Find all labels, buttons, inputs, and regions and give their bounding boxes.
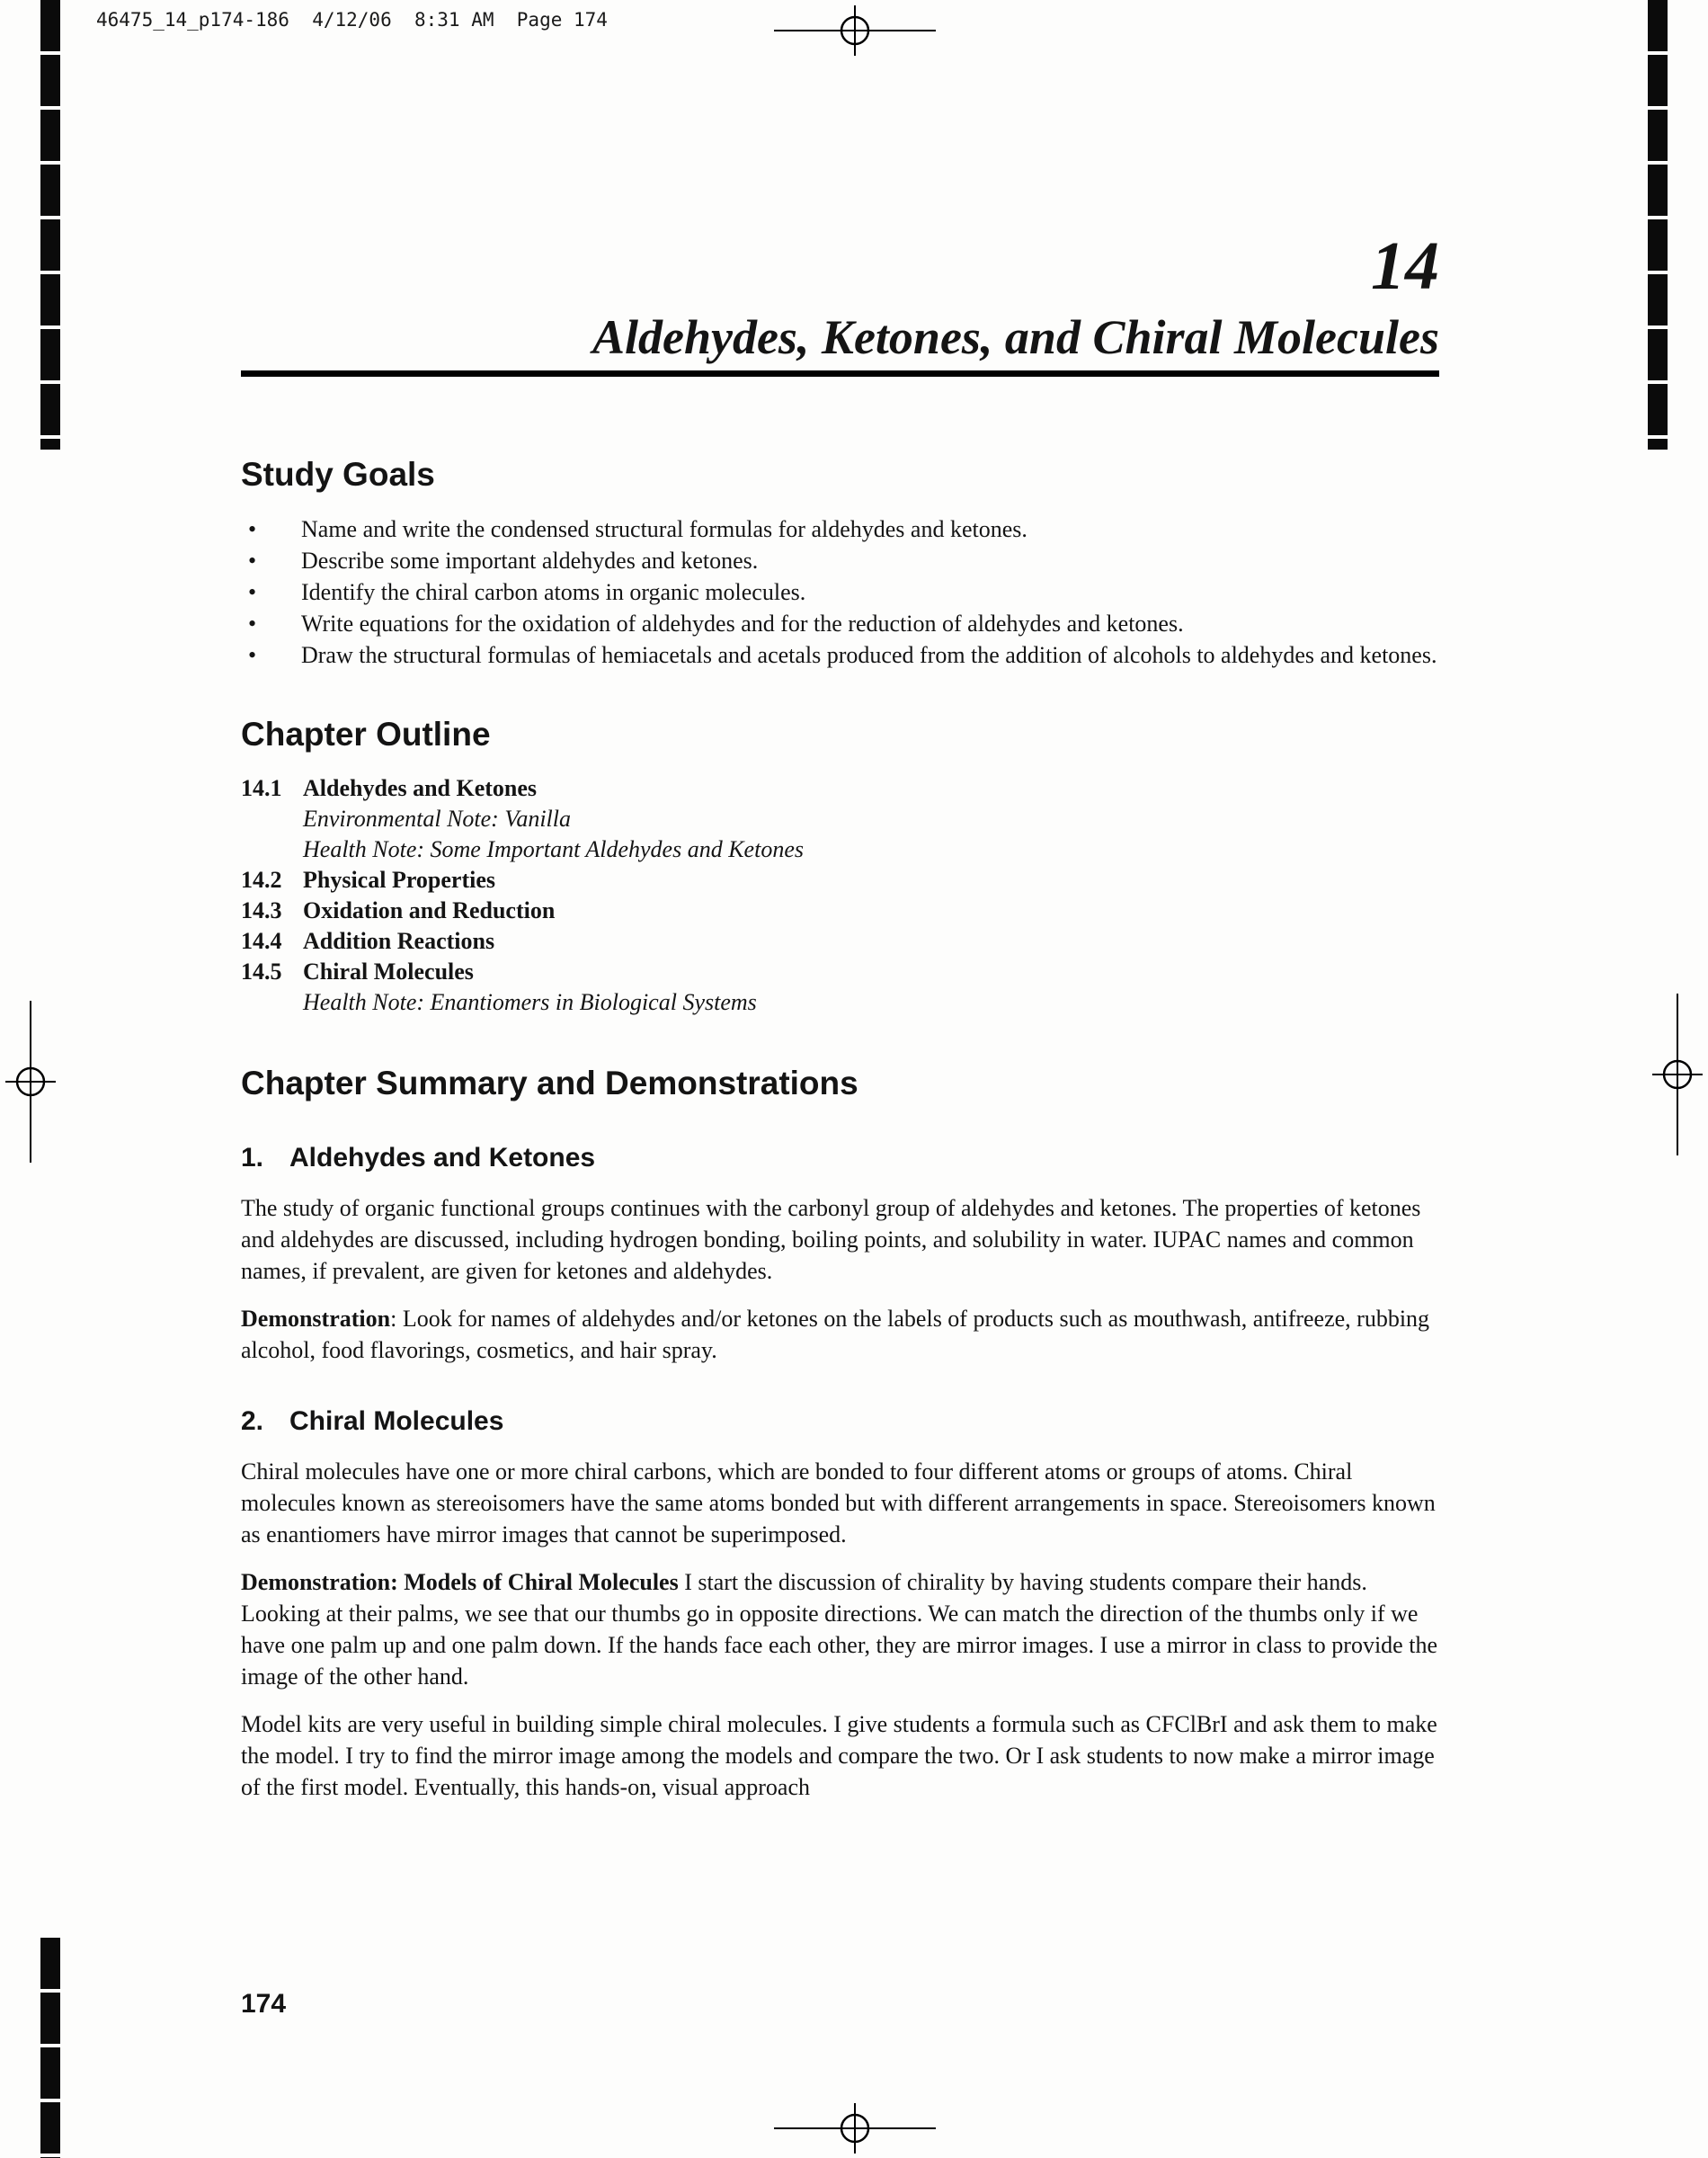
study-goals-heading: Study Goals [241,456,435,493]
summary-paragraph: The study of organic functional groups continues with the carbonyl group of aldehydes and ketones. The properties of ketones and aldehydes are discussed, including hydrogen bonding, boiling points, and solubility in water. IUPAC names and common names, if prevalent, are given for ketones and aldehydes. [241,1195,1421,1284]
chapter-outline-list [241,773,1439,1018]
chapter-outline-heading: Chapter Outline [241,716,491,753]
outline-item [241,773,1439,804]
outline-item-title: Aldehydes and Ketones [303,775,538,801]
chapter-title: Aldehydes, Ketones, and Chiral Molecules [592,310,1439,364]
study-goal-item: • Describe some important aldehydes and ketones. [241,545,1439,576]
outline-note: Health Note: Enantiomers in Biological Systems [303,989,757,1015]
calibration-bar-top-right [1648,0,1668,450]
study-goal-item: • Write equations for the oxidation of aldehydes and for the reduction of aldehydes and ketones. [241,608,1439,639]
outline-item-title: Addition Reactions [303,928,495,954]
outline-item [241,957,1439,987]
outline-item-title: Chiral Molecules [303,959,474,985]
print-slug-line: 46475_14_p174-186 4/12/06 8:31 AM Page 174 [96,9,608,31]
demonstration-lead: Demonstration [241,1306,391,1332]
calibration-bar-bottom-left [40,1938,60,2158]
calibration-bar-top-left [40,0,60,450]
summary-paragraph: Model kits are very useful in building simple chiral molecules. I give students a formula such as CFClBrI and ask them to make the model. I try to find the mirror image among the models and compare the two. Or I ask students to now make a mirror image of the first model. Eventually, this hands-on, visual approach [241,1711,1437,1800]
outline-item-number: 14.5 [241,959,282,985]
outline-item-number: 14.3 [241,897,282,923]
study-goal-item: • Draw the structural formulas of hemiacetals and acetals produced from the addition of alcohols to aldehydes and ketones. [241,639,1439,671]
outline-note: Environmental Note: Vanilla [303,806,571,832]
outline-item [241,896,1439,926]
demonstration-paragraph [241,1303,1439,1366]
registration-crosshair-right-icon [1649,994,1706,1155]
demonstration-text: I start the discussion of chirality by having students compare their hands. Looking at their palms, we see that our thumbs go in opposite directions. We can match the direction of the thumbs only if we have one palm up and one palm down. If the hands face each other, they are mirror images. I use a mirror in class to provide the image of the other hand. [241,1569,1437,1690]
outline-item-title: Physical Properties [303,867,495,893]
outline-item [241,865,1439,896]
section-number: 2. [241,1406,264,1436]
outline-item-number: 14.2 [241,867,282,893]
study-goals-list [241,513,1439,671]
outline-item-number: 14.4 [241,928,282,954]
study-goal-item: • Name and write the condensed structural formulas for aldehydes and ketones. [241,513,1439,545]
page-number: 174 [241,1989,287,2019]
section-heading-1 [241,1142,1439,1174]
summary-paragraph: Chiral molecules have one or more chiral carbons, which are bonded to four different atoms or groups of atoms. Chiral molecules known as stereoisomers have the same atoms bonded but with different arrangements in space. Stereoisomers known as enantiomers have mirror images that cannot be superimposed. [241,1458,1436,1547]
outline-item-title: Oxidation and Reduction [303,897,556,923]
section-heading-2 [241,1405,1439,1438]
section-title: Aldehydes and Ketones [289,1143,596,1173]
outline-item [241,926,1439,957]
demonstration-text: : Look for names of aldehydes and/or ketones on the labels of products such as mouthwash, antifreeze, rubbing alcohol, food flavorings, cosmetics, and hair spray. [241,1306,1430,1363]
registration-crosshair-bottom-icon [774,2100,936,2157]
section-number: 1. [241,1143,264,1173]
registration-crosshair-top-icon [774,2,936,59]
outline-note: Health Note: Some Important Aldehydes and Ketones [303,836,804,862]
registration-crosshair-left-icon [2,1001,59,1163]
demonstration-paragraph [241,1566,1439,1692]
summary-heading: Chapter Summary and Demonstrations [241,1065,858,1101]
page-content [241,228,1439,1803]
section-title: Chiral Molecules [289,1406,504,1436]
title-rule [241,370,1439,377]
chapter-number: 14 [1371,228,1439,304]
demonstration-lead: Demonstration: Models of Chiral Molecules [241,1569,679,1595]
study-goal-item: • Identify the chiral carbon atoms in organic molecules. [241,576,1439,608]
outline-item-number: 14.1 [241,775,282,801]
